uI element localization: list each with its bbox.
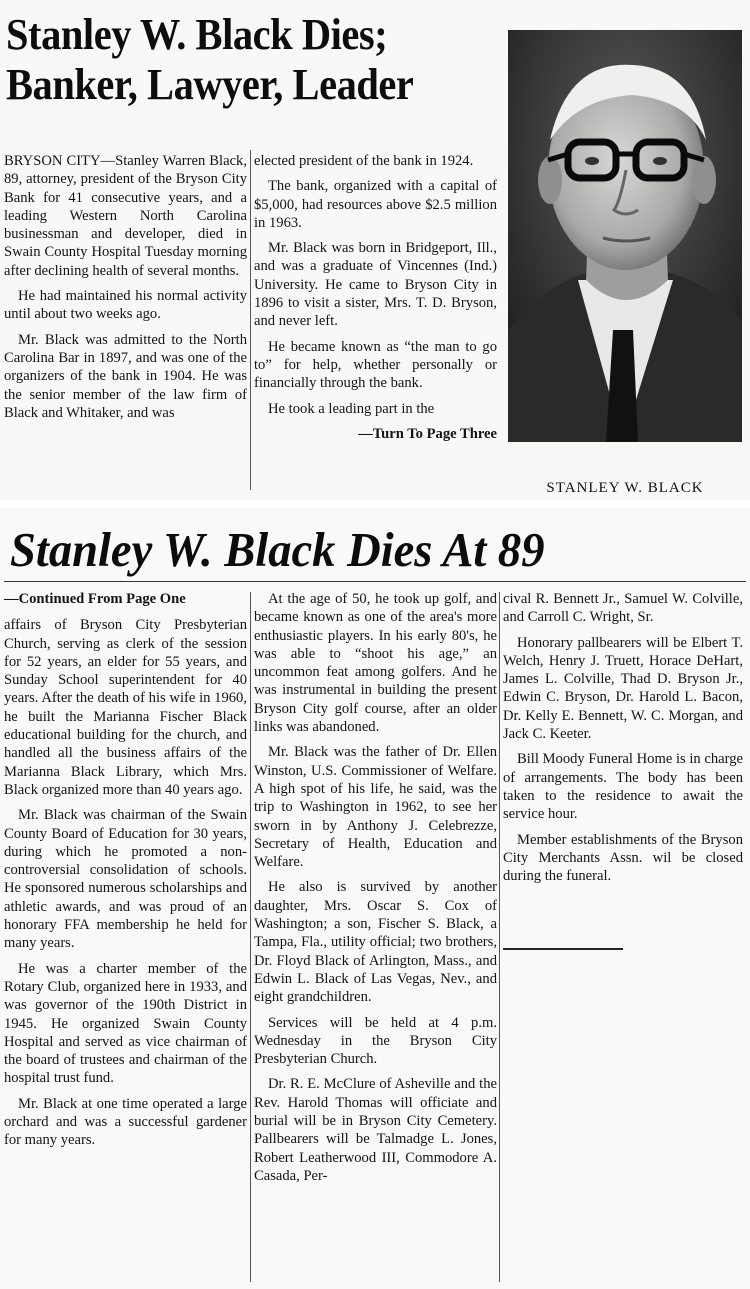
jump-line: —Turn To Page Three — [358, 425, 497, 442]
paragraph: The bank, organized with a capital of $5,000, had resources above $2.5 million in 1963. — [254, 178, 497, 231]
continuation-column-2 — [254, 590, 497, 1192]
paragraph: Services will be held at 4 p.m. Wednesday in the Bryson City Presbyterian Church. — [254, 1014, 497, 1068]
column-rule — [499, 592, 500, 1282]
paragraph: He had maintained his normal activity until about two weeks ago. — [4, 288, 247, 323]
paragraph: Mr. Black was born in Bridgeport, Ill., and was a graduate of Vincennes (Ind.) University. He came to Bryson City in 1896 to visit a sister, Mrs. T. D. Bryson, and never left. — [254, 240, 497, 330]
clipping-continuation — [0, 508, 750, 1289]
front-column-1 — [4, 152, 247, 429]
clipping-front-page — [0, 0, 750, 500]
paragraph: affairs of Bryson City Presbyterian Church, serving as clerk of the session for 52 years, an elder for 55 years, and Sunday School superintendent for 40 years. After the death of his wife in 1960, he built the Marianna Fischer Black educational building for the church, and handled all the business affairs of the Marianna Black Library, which Mrs. Black organized more than 40 years ago. — [4, 617, 247, 798]
paragraph: Mr. Black was chairman of the Swain County Board of Education for 30 years, during which he promoted a non-controversial consolidation of schools. He sponsored numerous scholarships and athletic awards, and was proud of an honorary FFA membership he held for many years. — [4, 807, 247, 952]
front-column-2 — [254, 152, 497, 450]
paragraph: Member establishments of the Bryson City Merchants Assn. wil be closed during the funeral. — [503, 831, 743, 885]
paragraph: Dr. R. E. McClure of Asheville and the Rev. Harold Thomas will officiate and burial will be in Bryson City Cemetery. Pallbearers will be Talmadge L. Jones, Robert Leatherwood III, Commodore A. Casada, Per- — [254, 1076, 497, 1184]
portrait-illustration — [508, 30, 742, 442]
clipping-separator — [0, 500, 750, 508]
paragraph: He was a charter member of the Rotary Club, organized here in 1933, and was governor of the 190th District in 1945. He organized Swain County Hospital and served as vice chairman of the board of trustees and chairman of the hospital trust fund. — [4, 960, 247, 1087]
paragraph: He became known as “the man to go to” for help, whether personally or financially through the bank. — [254, 338, 497, 392]
headline-line-2: Banker, Lawyer, Leader — [6, 60, 414, 109]
paragraph: elected president of the bank in 1924. — [254, 153, 474, 169]
paragraph: cival R. Bennett Jr., Samuel W. Colville, and Carroll C. Wright, Sr. — [503, 591, 743, 626]
column-rule — [250, 150, 251, 490]
paragraph: Bill Moody Funeral Home is in charge of arrangements. The body has been taken to the residence to await the service hour. — [503, 751, 743, 823]
continuation-column-1 — [4, 590, 247, 1157]
continued-line: —Continued From Page One — [4, 591, 186, 607]
headline-line-1: Stanley W. Black Dies; — [6, 10, 388, 59]
continuation-column-3 — [503, 590, 743, 892]
photo-caption: STANLEY W. BLACK — [546, 480, 704, 496]
end-rule — [503, 948, 623, 950]
paragraph: BRYSON CITY—Stanley Warren Black, 89, attorney, president of the Bryson City Bank for 41 consecutive years, and a leading Western North Carolina businessman and developer, died in Swain County Hospital Tuesday morning after declining health of several months. — [4, 153, 247, 279]
column-rule — [250, 592, 251, 1282]
paragraph: He also is survived by another daughter, Mrs. Oscar S. Cox of Washington; a son, Fischer S. Black, a Tampa, Fla., utility official; two brothers, Dr. Floyd Black of Arlington, Mass., and Edwin L. Black of Las Vegas, Nev., and eight grandchildren. — [254, 879, 497, 1006]
headline-front — [6, 10, 457, 110]
portrait-photo — [508, 30, 742, 442]
paragraph: Mr. Black was admitted to the North Carolina Bar in 1897, and was one of the organizers of the bank in 1904. He was the senior member of the law firm of Black and Whitaker, and was — [4, 331, 247, 421]
paragraph: At the age of 50, he took up golf, and became known as one of the area's more enthusiastic players. In his early 80's, he was able to “shoot his age,” an uncommon feat among golfers. And he was instrumental in building the present Bryson City golf course, after an older links was abandoned. — [254, 591, 497, 736]
paragraph: Mr. Black was the father of Dr. Ellen Winston, U.S. Commissioner of Welfare. A high spot of his life, he said, was the trip to Washington in 1962, to see her sworn in by Anthony J. Celebrezze, Secretary of Health, Education and Welfare. — [254, 744, 497, 871]
paragraph: He took a leading part in the — [268, 400, 435, 417]
paragraph: Honorary pallbearers will be Elbert T. Welch, Henry J. Truett, Horace DeHart, James L. Colville, Thad D. Bryson Jr., Edwin C. Bryson, Dr. Harold L. Bacon, Dr. Kelly E. Bennett, W. C. Morgan, and Jack C. Keeter. — [503, 634, 743, 743]
headline-continuation: Stanley W. Black Dies At 89 — [10, 522, 545, 577]
paragraph: Mr. Black at one time operated a large orchard and was a successful gardener for many years. — [4, 1095, 247, 1149]
headline-rule — [4, 581, 746, 582]
